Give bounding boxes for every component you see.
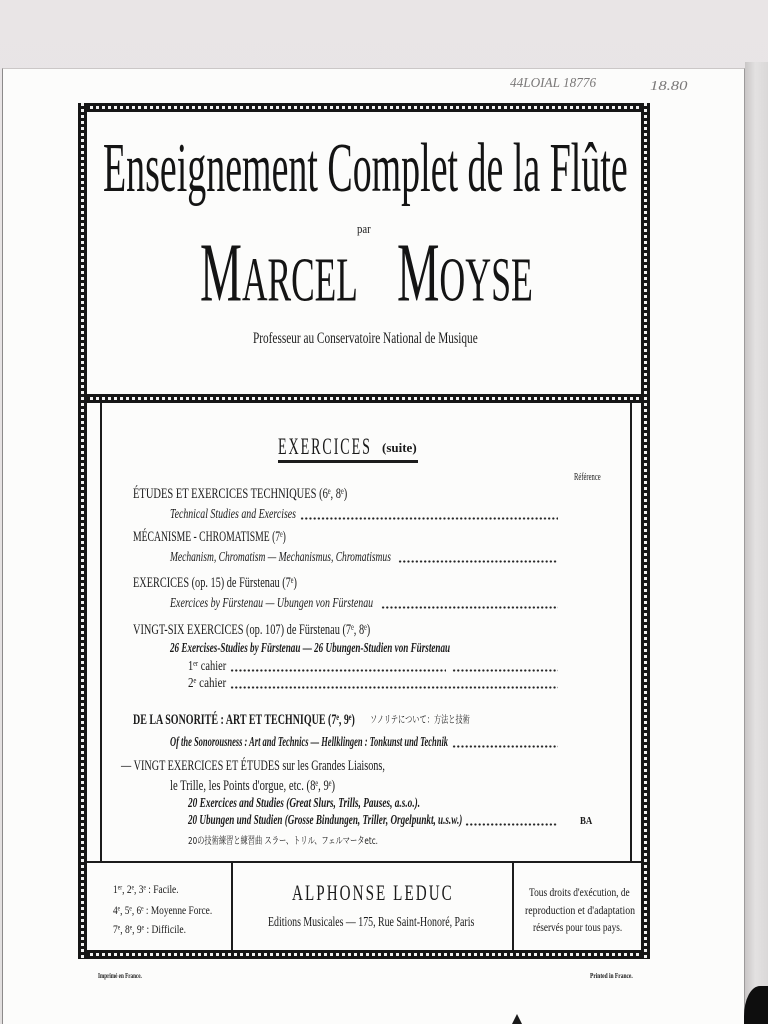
footer-column-divider: [512, 862, 514, 950]
difficulty-level: 1ᵉʳ, 2ᵉ, 3ᵉ : Facile.: [113, 882, 179, 896]
section-heading-underline: [278, 460, 418, 463]
entry-subtitle: 20 Exercices and Studies (Great Slurs, Trills, Pauses, a.s.o.).: [188, 796, 421, 811]
footer-divider: [87, 861, 641, 863]
entry-subtitle: Technical Studies and Exercises: [170, 507, 296, 522]
footer-column-divider: [231, 862, 233, 950]
frame-border-bottom: [78, 950, 650, 959]
rights-notice-line: réservés pour tous pays.: [533, 920, 623, 934]
publisher-name: ALPHONSE LEDUC: [292, 880, 454, 905]
by-label: par: [357, 221, 371, 236]
frame-border-right: [641, 103, 650, 959]
entry-subtitle: Of the Sonorousness : Art and Technics — Hellklingen : Tonkunst und Technik: [170, 735, 449, 750]
entry-subtitle-japanese: 20の技術練習と練習曲 スラー、トリル、フェルマータetc.: [188, 836, 378, 847]
difficulty-level: 4ᵉ, 5ᵉ, 6ᵉ : Moyenne Force.: [113, 903, 213, 917]
dot-leader: [452, 669, 558, 672]
dot-leader: [230, 669, 446, 672]
entry-subtitle: Mechanism, Chromatism — Mechanismus, Chromatismus: [170, 550, 391, 565]
inner-box-left-rule: [100, 403, 102, 862]
reference-column-label: Référence: [574, 472, 601, 483]
entry-title: DE LA SONORITÉ : ART ET TECHNIQUE (7ᵉ, 9ᵉ): [133, 712, 355, 728]
entry-title: ÉTUDES ET EXERCICES TECHNIQUES (6ᵉ, 8ᵉ): [133, 486, 348, 502]
dot-leader: [465, 823, 558, 826]
section-heading-suffix: (suite): [382, 440, 417, 455]
section-heading: EXERCICES: [278, 432, 372, 460]
dot-leader: [381, 606, 558, 609]
printed-in-france-en: Printed in France.: [590, 972, 633, 980]
dot-leader: [230, 686, 558, 689]
paper-edge-mark: [512, 1014, 522, 1024]
frame-border-left: [78, 103, 87, 959]
dot-leader: [300, 517, 558, 520]
entry-subtitle: 26 Exercises-Studies by Fürstenau — 26 Ubungen-Studien von Fürstenau: [170, 641, 451, 656]
volume-item: 1ᵉʳ cahier: [188, 659, 227, 674]
dot-leader: [398, 560, 558, 563]
printed-in-france-fr: Imprimé en France.: [98, 972, 142, 980]
scanner-background: [745, 62, 768, 1024]
handwritten-catalog-number: 44LOIAL 18776: [510, 76, 597, 91]
handwritten-price: 18.80: [650, 79, 688, 94]
difficulty-level: 7ᵉ, 8ᵉ, 9ᵉ : Difficile.: [113, 922, 186, 936]
frame-border-top: [78, 103, 650, 112]
author-last-name: MOYSE: [397, 227, 533, 320]
entry-subtitle-german: 20 Ubungen und Studien (Grosse Bindungen, Triller, Orgelpunkt, u.s.w.): [188, 813, 463, 828]
entry-title-japanese: ソノリテについて：方法と技術: [370, 715, 470, 726]
entry-reference: BA: [580, 815, 593, 827]
frame-border-middle: [78, 394, 650, 403]
publisher-address: Editions Musicales — 175, Rue Saint-Honoré, Paris: [268, 915, 475, 930]
rights-notice-line: reproduction et d'adaptation: [525, 903, 636, 917]
entry-title: VINGT-SIX EXERCICES (op. 107) de Fürstenau (7ᵉ, 8ᵉ): [133, 622, 371, 638]
entry-subtitle: Exercices by Fürstenau — Ubungen von Fürstenau: [170, 596, 374, 611]
entry-title-continued: le Trille, les Points d'orgue, etc. (8ᵉ, 9ᵉ): [170, 778, 336, 794]
entry-title: — VINGT EXERCICES ET ÉTUDES sur les Grandes Liaisons,: [121, 758, 385, 774]
inner-box-right-rule: [630, 403, 632, 862]
author-role: Professeur au Conservatoire National de Musique: [253, 330, 478, 347]
cover-title: Enseignement Complet de la Flûte: [103, 130, 628, 207]
volume-item: 2ᵉ cahier: [188, 676, 227, 691]
rights-notice-line: Tous droits d'exécution, de: [529, 885, 630, 899]
entry-title: MÉCANISME - CHROMATISME (7ᵉ): [133, 529, 286, 545]
dot-leader: [452, 745, 558, 748]
author-first-name: MARCEL: [200, 227, 358, 320]
entry-title: EXERCICES (op. 15) de Fürstenau (7ᵉ): [133, 575, 297, 591]
